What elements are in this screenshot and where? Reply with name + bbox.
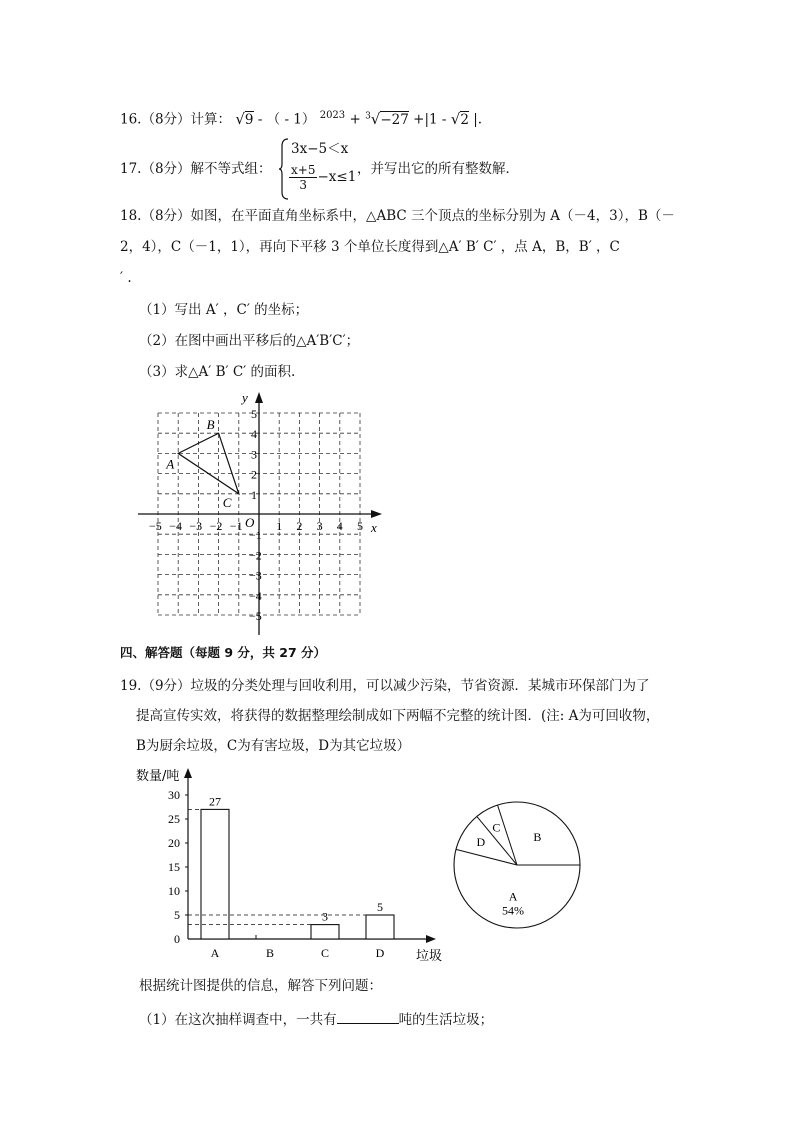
coordinate-grid-figure — [130, 388, 390, 638]
bar-a — [201, 809, 229, 939]
x-axis-arrow-icon — [371, 510, 382, 518]
cube-root: $^3$√−27 — [365, 109, 409, 128]
q19-line-2: 提高宣传实效，将获得的数据整理绘制成如下两幅不完整的统计图．(注: A为可回收物， — [136, 708, 660, 724]
x-tick-label: −2 — [209, 519, 223, 533]
pie-slice-label-d: D — [476, 835, 486, 850]
y-axis-label: y — [242, 390, 248, 405]
pie-chart — [450, 798, 590, 938]
bar-chart — [130, 760, 450, 970]
y-axis-arrow-icon — [255, 392, 263, 403]
q18-sub-1: （1）写出 A′ ，C′ 的坐标； — [139, 302, 309, 318]
tick-labels — [149, 407, 363, 623]
q18-sub-3: （3）求△A′ B′ C′ 的面积. — [139, 364, 296, 380]
inequality-2: $\frac{x+5}{3}$ −x≤1 — [291, 163, 357, 192]
y-tick-label: 5 — [251, 407, 257, 421]
bar-y-tick-label: 30 — [168, 788, 180, 802]
q16-minus: - （ - 1） — [257, 111, 316, 128]
q16-prefix: 16.（8分）计算： — [120, 111, 232, 128]
x-tick-label: −5 — [149, 519, 162, 533]
bar-y-tick-label: 10 — [168, 884, 180, 898]
q19-sub-1: （1）在这次抽样调查中，一共有 吨的生活垃圾； — [139, 1009, 493, 1030]
bar-category-label: B — [265, 946, 275, 960]
point-label-c: C — [222, 494, 232, 510]
bar-chart-xlabel: 垃圾 — [416, 949, 443, 964]
q18-sub-2: （2）在图中画出平移后的△A′B′C′； — [139, 333, 360, 349]
pie-slice-label-b: B — [533, 829, 542, 844]
answer-blank[interactable] — [337, 1009, 399, 1024]
section-4-heading: 四、解答题（每题 9 分，共 27 分） — [120, 645, 327, 660]
sqrt-9: √9 — [235, 109, 254, 128]
x-tick-label: 1 — [276, 519, 283, 533]
y-tick-label: −2 — [249, 548, 262, 563]
q16-plus: + — [349, 111, 361, 128]
q19-instruction: 根据统计图提供的信息，解答下列问题： — [139, 978, 382, 994]
triangle-shape — [178, 433, 239, 494]
point-label-b: B — [206, 417, 215, 433]
bar-category-label: C — [320, 946, 330, 960]
x-tick-label: 5 — [357, 519, 363, 533]
x-tick-label: −1 — [229, 519, 243, 533]
bar-chart-ylabel: 数量/吨 — [136, 769, 180, 784]
bar-chart-marks — [188, 794, 394, 960]
q16-abs: +|1 - — [413, 111, 451, 128]
bar-y-tick-label: 20 — [168, 836, 180, 850]
y-tick-label: 4 — [251, 427, 257, 442]
bar-category-label: D — [375, 946, 385, 960]
bar-category-label: A — [210, 946, 220, 960]
inequality-1: 3x−5＜x — [291, 141, 349, 157]
pie-slice-percent: 54% — [502, 903, 525, 918]
bar-y-tick-label: 0 — [174, 932, 180, 946]
pie-chart-marks — [454, 802, 580, 928]
bar-d — [366, 915, 394, 939]
bar-value-label: 5 — [377, 900, 383, 914]
brace-icon — [279, 138, 289, 200]
y-tick-label: 3 — [251, 447, 257, 462]
triangle-abc — [165, 417, 239, 510]
q16-end: |. — [473, 111, 483, 128]
bar-x-arrow-icon — [426, 935, 436, 943]
x-tick-label: −4 — [169, 519, 182, 533]
bar-c — [311, 925, 339, 939]
point-label-a: A — [166, 456, 175, 472]
bar-y-tick-label: 5 — [174, 908, 180, 922]
x-tick-label: −3 — [189, 519, 203, 533]
q17-suffix: ，并写出它的所有整数解． — [357, 161, 519, 177]
q16-exponent: 2023 — [319, 110, 346, 121]
y-tick-label: −4 — [249, 588, 262, 603]
pie-slice-label-c: C — [492, 820, 501, 835]
x-tick-label: 4 — [336, 519, 343, 533]
bar-y-tick-label: 25 — [168, 812, 180, 826]
x-tick-label: 2 — [296, 519, 303, 533]
sqrt-2: √2 — [450, 109, 469, 128]
bar-value-label: 3 — [322, 909, 328, 924]
question-16 — [120, 106, 482, 130]
question-17-prefix: 17.（8分）解不等式组： — [120, 161, 272, 177]
x-tick-label: 3 — [316, 519, 323, 533]
pie-slice-label-a: A — [508, 889, 518, 904]
y-tick-label: −5 — [249, 609, 262, 623]
q18-line-3: ′ . — [120, 270, 132, 286]
y-tick-label: 1 — [251, 487, 257, 502]
x-axis-label: x — [371, 520, 377, 535]
y-tick-label: −1 — [249, 528, 262, 543]
q19-line-3: B为厨余垃圾，C为有害垃圾，D为其它垃圾） — [136, 738, 411, 754]
origin-label: O — [245, 515, 255, 530]
q18-line-1: 18.（8分）如图，在平面直角坐标系中，△ABC 三个顶点的坐标分别为 A（－4，3），B（－ — [120, 208, 675, 224]
bar-y-tick-label: 15 — [168, 860, 180, 874]
inequality-2-fraction: $\frac{x+5}{3}$ — [291, 163, 316, 192]
bar-value-label: 27 — [209, 794, 221, 809]
bar-y-arrow-icon — [184, 768, 192, 778]
y-tick-label: −3 — [249, 568, 262, 583]
q19-line-1: 19.（9分）垃圾的分类处理与回收利用，可以减少污染，节省资源．某城市环保部门为了 — [120, 678, 650, 694]
q18-line-2: 2，4），C（－1，1），再向下平移 3 个单位长度得到△A′ B′ C′ ，点 A，B，B′ ，C — [120, 239, 620, 255]
y-tick-label: 2 — [251, 467, 257, 482]
